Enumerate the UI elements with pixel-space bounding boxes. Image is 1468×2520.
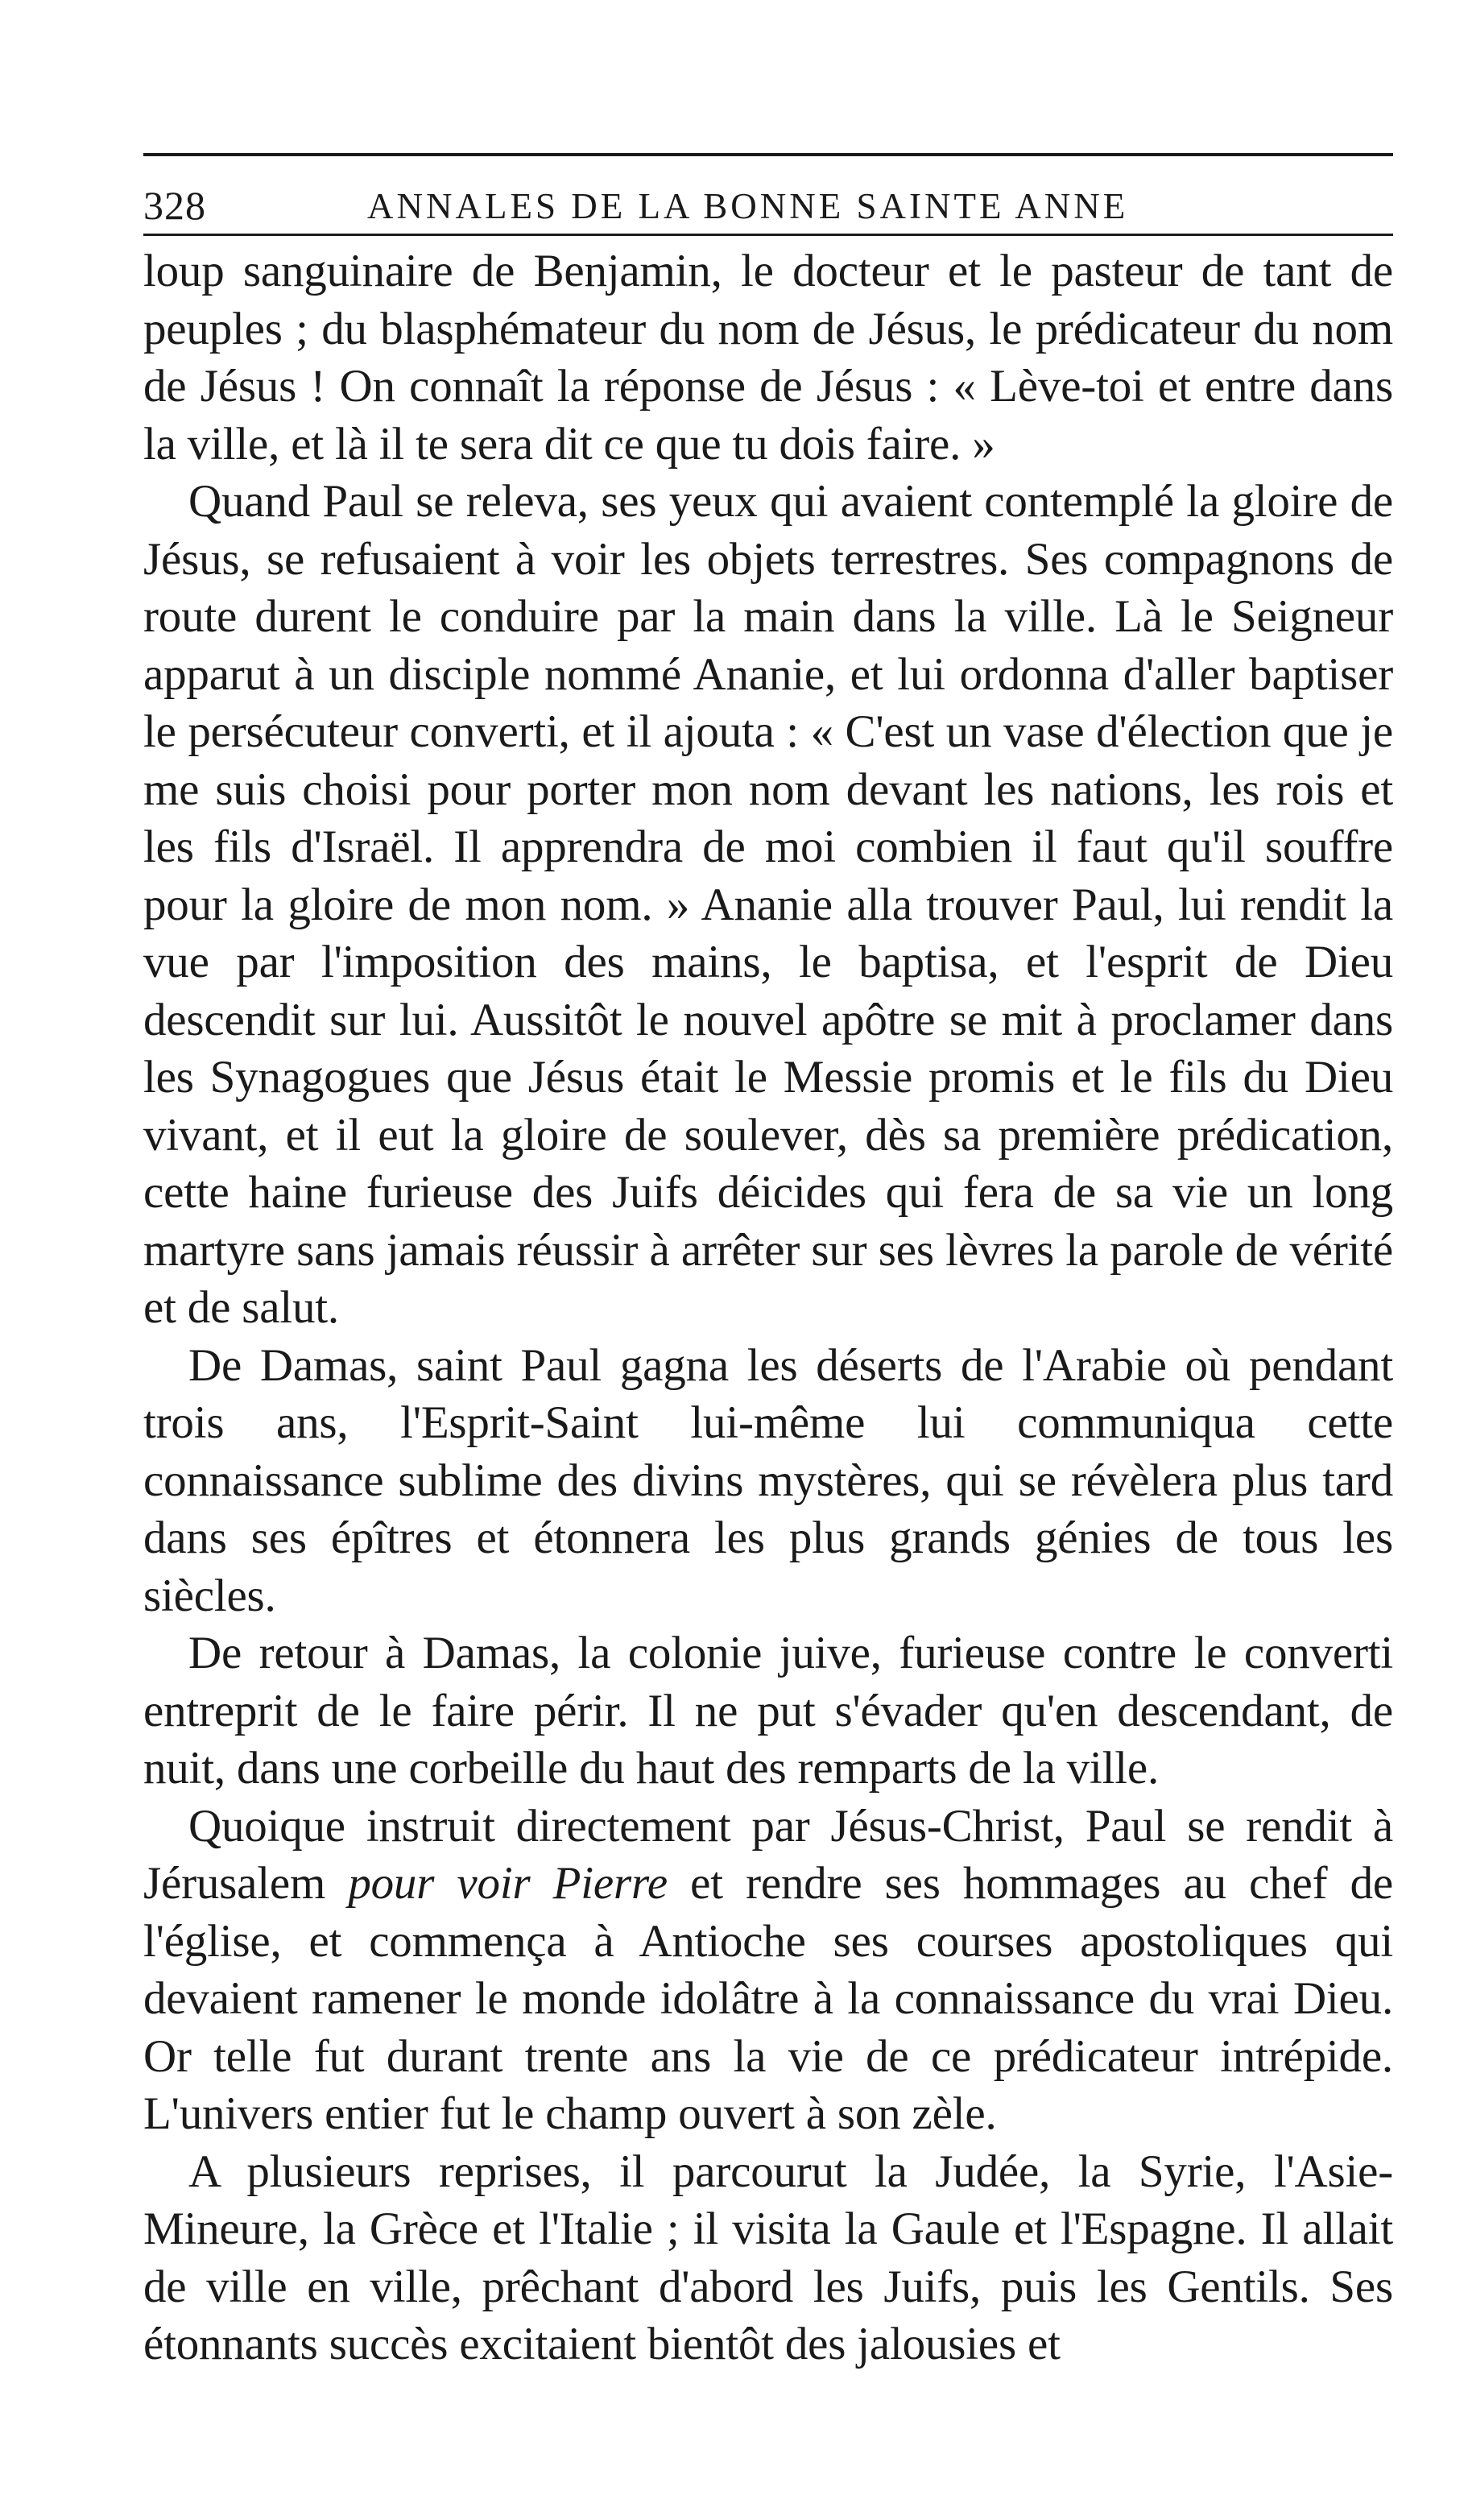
body-text [143, 242, 1393, 2373]
paragraph-6: A plusieurs reprises, il parcourut la Judée, la Syrie, l'Asie-Mineure, la Grèce et l'Italie ; il visita la Gaule et l'Espagne. Il allait de ville en ville, prêchant d'abord les Juifs, puis les Gentils. Ses étonnants succès excitaient bientôt des jalousies et [143, 2146, 1393, 2369]
header-bottom-rule [143, 234, 1393, 236]
paragraph-1: loup sanguinaire de Benjamin, le docteur et le pasteur de tant de peuples ; du blasphémateur du nom de Jésus, le prédicateur du nom de Jésus ! On connaît la réponse de Jésus : « Lève-toi et entre dans la ville, et là il te sera dit ce que tu dois faire. » [143, 246, 1393, 470]
running-header [143, 164, 1393, 229]
page-number: 328 [143, 183, 206, 228]
paragraph-2: Quand Paul se releva, ses yeux qui avaient contemplé la gloire de Jésus, se refusaient à voir les objets terrestres. Ses compagnons de route durent le conduire par la main dans la ville. Là le Seigneur apparut à un disciple nommé Ananie, et lui ordonna d'aller baptiser le persécuteur converti, et il ajouta : « C'est un vase d'élection que je me suis choisi pour porter mon nom devant les nations, les rois et les fils d'Israël. Il apprendra de moi combien il faut qu'il souffre pour la gloire de mon nom. » Ananie alla trouver Paul, lui rendit la vue par l'imposition des mains, le baptisa, et l'esprit de Dieu descendit sur lui. Aussitôt le nouvel apôtre se mit à proclamer dans les Synagogues que Jésus était le Messie promis et le fils du Dieu vivant, et il eut la gloire de soulever, dès sa première prédication, cette haine furieuse des Juifs déicides qui fera de sa vie un long martyre sans jamais réussir à arrêter sur ses lèvres la parole de vérité et de salut. [143, 476, 1393, 1333]
paragraph-4: De retour à Damas, la colonie juive, furieuse contre le converti entreprit de le faire périr. Il ne put s'évader qu'en descendant, de nuit, dans une corbeille du haut des remparts de la ville. [143, 1628, 1393, 1794]
paragraph-5 [143, 1798, 1393, 2143]
running-title: ANNALES DE LA BONNE SAINTE ANNE [367, 186, 1129, 226]
book-page [143, 153, 1393, 2373]
paragraph-3: De Damas, saint Paul gagna les déserts de l'Arabie où pendant trois ans, l'Esprit-Saint lui-même lui communiqua cette connaissance sublime des divins mystères, qui se révèlera plus tard dans ses épîtres et étonnera les plus grands génies de tous les siècles. [143, 1339, 1393, 1621]
paragraph-5-after: et rendre ses hommages au chef de l'église, et commença à Antioche ses courses apostoliques qui devaient ramener le monde idolâtre à la connaissance du vrai Dieu. Or telle fut durant trente ans la vie de ce prédicateur intrépide. L'univers entier fut le champ ouvert à son zèle. [143, 1858, 1393, 2139]
header-top-rule [143, 153, 1393, 156]
paragraph-5-before: Quoique instruit directement par Jésus-Christ, Paul se rendit à Jérusalem [143, 1800, 1393, 1909]
paragraph-5-italic: pour voir Pierre [348, 1858, 668, 1909]
